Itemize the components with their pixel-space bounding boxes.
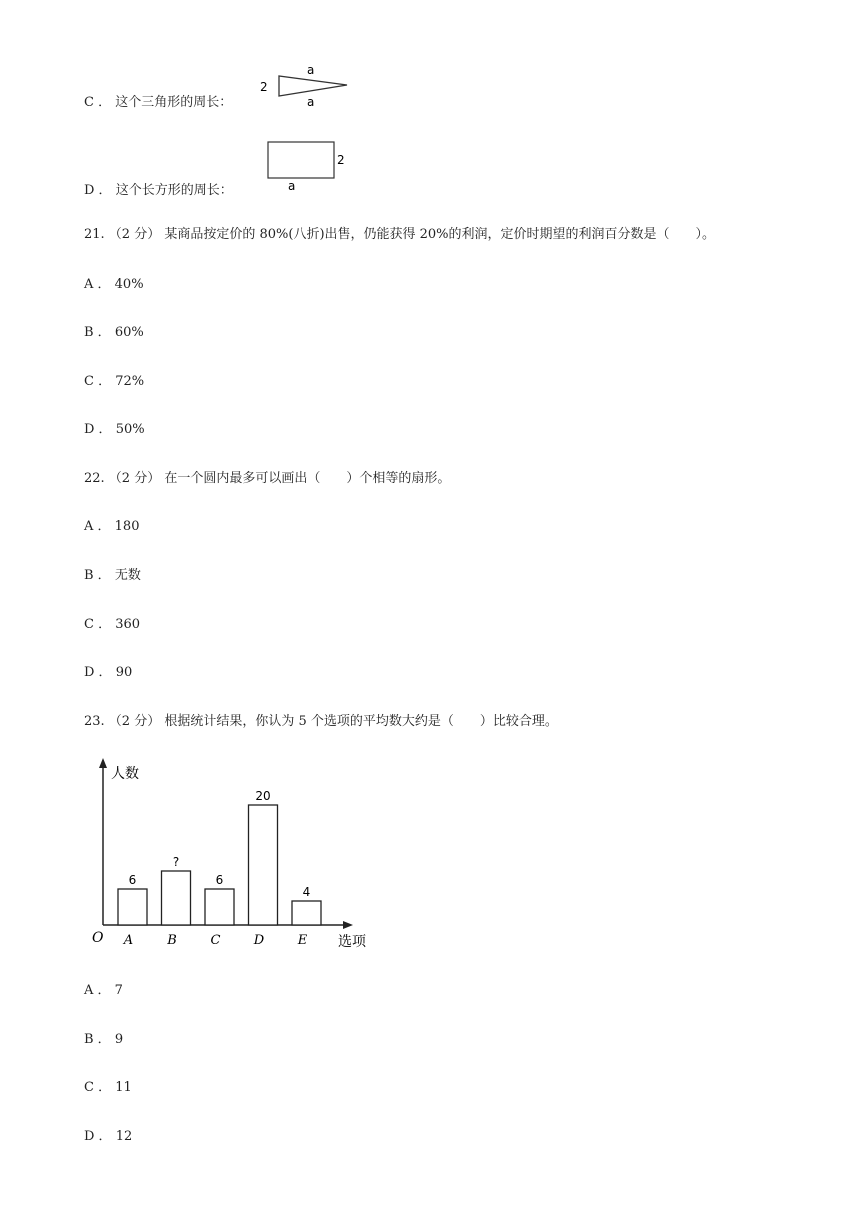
bar-d [249, 805, 278, 925]
triangle-side-label: 2 [260, 80, 268, 94]
triangle-top-label: a [307, 63, 315, 77]
x-axis-label: 选项 [338, 934, 366, 950]
q21-option-d[interactable]: D ． 50% [84, 422, 145, 437]
origin-label: O [92, 930, 104, 946]
q20-option-d[interactable] [84, 182, 233, 200]
bar-b [162, 871, 191, 925]
bar-chart [88, 756, 378, 956]
bar-e [292, 901, 321, 925]
q20-option-d-text: D ． 这个长方形的周长： [84, 183, 233, 198]
data-label-a: 6 [128, 873, 137, 887]
q21-option-c[interactable]: C ． 72% [84, 374, 145, 389]
q21-stem: 21. （2 分） 某商品按定价的 80%(八折)出售，仍能获得 20%的利润，定价时期望的利润百分数是（ ）。 [84, 227, 716, 242]
rectangle-bottom-label: a [288, 179, 296, 193]
rectangle-figure [262, 136, 352, 194]
q22-option-c[interactable]: C ． 360 [84, 617, 141, 632]
q20-option-c[interactable] [84, 94, 232, 112]
data-label-e: 4 [302, 885, 311, 899]
q23-option-d[interactable]: D ． 12 [84, 1129, 133, 1144]
tick-label-a: A [123, 933, 134, 948]
rectangle-right-label: 2 [337, 153, 345, 167]
triangle-bottom-label: a [307, 95, 315, 108]
q23-stem: 23. （2 分） 根据统计结果，你认为 5 个选项的平均数大约是（ ）比较合理。 [84, 714, 558, 729]
q20-option-c-text: C ． 这个三角形的周长： [84, 95, 233, 110]
bar-c [205, 889, 234, 925]
q23-option-a[interactable]: A ． 7 [84, 983, 123, 998]
tick-label-d: D [253, 933, 265, 948]
triangle-figure [255, 62, 355, 108]
tick-label-e: E [297, 933, 308, 948]
data-label-c: 6 [215, 873, 224, 887]
q22-option-b[interactable]: B ． 无数 [84, 568, 141, 583]
q21-option-b[interactable]: B ． 60% [84, 325, 144, 340]
data-label-d: 20 [255, 789, 271, 803]
q23-option-c[interactable]: C ． 11 [84, 1080, 132, 1095]
q23-option-b[interactable]: B ． 9 [84, 1032, 124, 1047]
y-axis-label: 人数 [111, 766, 139, 782]
q21-option-a[interactable]: A ． 40% [84, 277, 144, 292]
x-axis-arrow-icon [343, 921, 353, 929]
q22-option-a[interactable]: A ． 180 [84, 519, 140, 534]
tick-label-b: B [167, 933, 177, 948]
bar-a [118, 889, 147, 925]
y-axis-arrow-icon [99, 758, 107, 768]
q22-stem: 22. （2 分） 在一个圆内最多可以画出（ ）个相等的扇形。 [84, 471, 451, 486]
data-label-b: ? [172, 855, 180, 869]
bars-group [118, 789, 321, 948]
q22-option-d[interactable]: D ． 90 [84, 665, 133, 680]
tick-label-c: C [210, 933, 221, 948]
